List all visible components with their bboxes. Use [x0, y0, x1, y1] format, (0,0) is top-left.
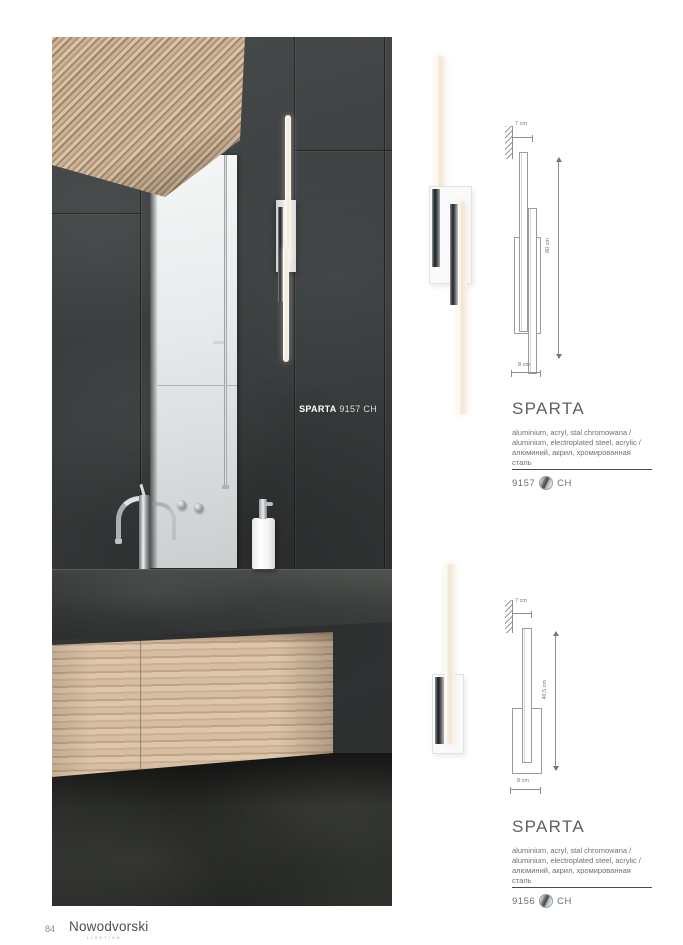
wall-lamp-diffuser-bottom [283, 247, 289, 362]
product-info-9156 [512, 817, 652, 908]
width-dimension-label: 8 cm [517, 778, 529, 784]
shower-rail-reflection [224, 155, 227, 485]
finish-code: CH [557, 477, 572, 489]
photo-product-label [299, 404, 377, 414]
valve-knob [194, 503, 203, 512]
height-dimension-line [558, 158, 559, 358]
materials-line-ru: алюминий, акрил, хромированная сталь [512, 866, 652, 888]
product-info-9157 [512, 399, 652, 490]
materials-line-pl: aluminium, acryl, stal chromowana / [512, 428, 632, 437]
brand-tagline: LIGHTING [87, 936, 122, 940]
product-photo-9157 [425, 50, 475, 415]
tile-grout [294, 150, 392, 151]
dimension-drawing-9156 [505, 598, 583, 798]
product-code-row [512, 476, 652, 490]
depth-dimension-line [512, 137, 533, 138]
product-title: SPARTA [512, 817, 585, 836]
photo-label-name: SPARTA [299, 404, 337, 414]
lamp-chrome-strip [450, 204, 458, 305]
depth-dimension-label: 7 cm [515, 598, 527, 604]
faucet-reflection [152, 502, 176, 540]
photo-label-code: 9157 CH [339, 404, 377, 414]
height-dimension-line [555, 632, 556, 770]
shower-handle-reflection [213, 341, 224, 344]
width-dimension-label: 8 cm [518, 362, 530, 368]
chrome-finish-swatch-icon [539, 476, 553, 490]
depth-dimension-label: 7 cm [515, 121, 527, 127]
countertop [52, 569, 392, 642]
dimension-drawing-9157 [505, 120, 583, 392]
lamp-chrome-strip [435, 677, 444, 744]
materials-line-pl: aluminium, acryl, stal chromowana / [512, 846, 632, 855]
height-dimension-label: 40,5 cm [542, 680, 548, 700]
wall-lamp-diffuser-top [285, 115, 291, 263]
lamp-bar-outline [528, 208, 537, 374]
product-title: SPARTA [512, 399, 585, 418]
product-code-row [512, 894, 652, 908]
product-code: 9157 [512, 477, 536, 489]
valve-knob [177, 500, 186, 509]
page-number: 84 [45, 924, 56, 934]
materials-text [512, 428, 652, 470]
soap-dispenser-nozzle [264, 502, 273, 506]
lamp-diffuser-bar [445, 564, 455, 744]
wall-hatch-symbol [505, 126, 513, 159]
tile-grout [52, 213, 140, 214]
height-dimension-label: 80 cm [545, 238, 551, 253]
lamp-bar-outline [522, 628, 532, 763]
depth-dimension-line [512, 613, 532, 614]
lamp-bar-outline [519, 152, 528, 332]
lamp-diffuser-bar [458, 202, 467, 414]
product-code: 9156 [512, 895, 536, 907]
faucet [139, 495, 150, 569]
materials-line-en: aluminium, electroplated steel, acrylic / [512, 438, 641, 447]
materials-text [512, 846, 652, 888]
product-photo-9156 [430, 560, 466, 756]
width-dimension-line [511, 372, 541, 373]
vanity-wood-drawers [52, 632, 333, 777]
lamp-chrome-strip [432, 189, 440, 267]
mirror [150, 155, 237, 568]
floor [52, 753, 392, 906]
brand-logo: Nowodvorski [69, 919, 149, 934]
lamp-diffuser-bar [436, 56, 445, 188]
materials-line-en: aluminium, electroplated steel, acrylic / [512, 856, 641, 865]
tile-grout [384, 37, 385, 569]
bathroom-photo [52, 37, 392, 906]
finish-code: CH [557, 895, 572, 907]
chrome-finish-swatch-icon [539, 894, 553, 908]
width-dimension-line [510, 789, 541, 790]
soap-dispenser [252, 518, 275, 569]
materials-line-ru: алюминий, акрил, хромированная сталь [512, 448, 652, 470]
tile-grout [294, 37, 295, 569]
drawer-seam [140, 632, 142, 777]
